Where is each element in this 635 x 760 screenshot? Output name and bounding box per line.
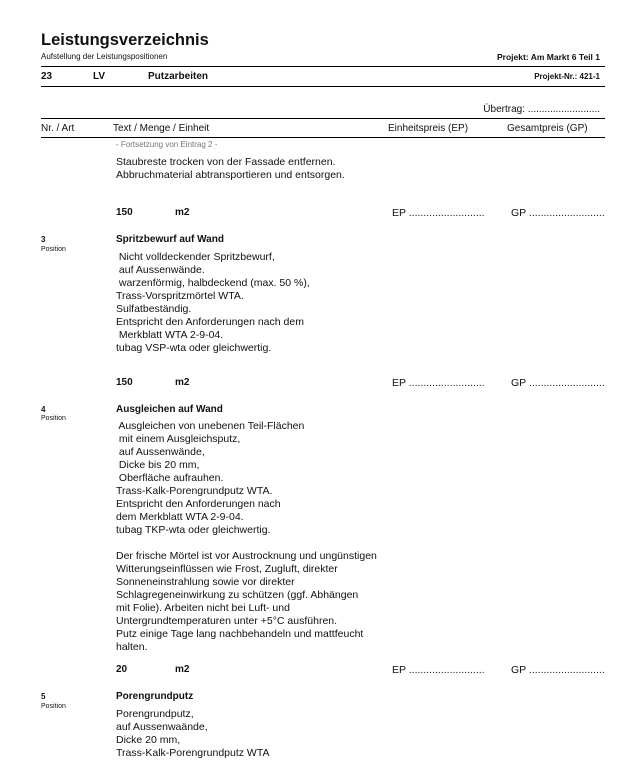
- position-kind: Position: [41, 246, 66, 253]
- position-text: Nicht volldeckender Spritzbewurf, auf Aussenwände. warzenförmig, halbdeckend (max. 50 %), Trass-Vorspritzmörtel WTA. Sulfatbeständig. Entspricht den Anforderungen nach dem Merkblatt WTA 2-9-04. tubag VSP-wta oder gleichwertig.: [116, 251, 310, 354]
- continuation-text: Staubreste trocken von der Fassade entfernen. Abbruchmaterial abtransportieren und entsorgen.: [116, 156, 345, 181]
- document-title: Leistungsverzeichnis: [41, 31, 209, 49]
- total-price-field[interactable]: GP ..........................: [511, 207, 605, 219]
- unit: m2: [175, 377, 190, 388]
- position-title: Spritzbewurf auf Wand: [116, 234, 224, 245]
- table-top-rule: [41, 118, 605, 119]
- document-subtitle: Aufstellung der Leistungspositionen: [41, 52, 168, 61]
- unit: m2: [175, 664, 190, 675]
- position-number: 5: [41, 692, 46, 701]
- unit: m2: [175, 207, 190, 218]
- project-name: Projekt: Am Markt 6 Teil 1: [497, 52, 600, 62]
- column-header-nr: Nr. / Art: [41, 123, 75, 134]
- position-kind: Position: [41, 703, 66, 710]
- table-header-rule: [41, 137, 605, 138]
- column-header-ep: Einheitspreis (EP): [388, 123, 469, 134]
- quantity: 150: [116, 207, 133, 218]
- position-text: Porengrundputz, auf Aussenwaände, Dicke 20 mm, Trass-Kalk-Porengrundputz WTA: [116, 708, 270, 759]
- column-header-text: Text / Menge / Einheit: [113, 123, 210, 134]
- total-price-field[interactable]: GP ..........................: [511, 377, 605, 389]
- section-type: LV: [93, 71, 106, 82]
- position-number: 3: [41, 235, 46, 244]
- quantity: 150: [116, 377, 133, 388]
- unit-price-field[interactable]: EP ..........................: [392, 207, 485, 219]
- continuation-note: - Fortsetzung von Eintrag 2 -: [116, 140, 218, 149]
- project-number: Projekt-Nr.: 421-1: [534, 72, 600, 81]
- position-text: Ausgleichen von unebenen Teil-Flächen mit einem Ausgleichsputz, auf Aussenwände, Dicke bis 20 mm, Oberfläche aufrauhen. Trass-Kalk-Porengrundputz WTA. Entspricht den Anforderungen nach dem Merkblatt WTA 2-9-04. tubag TKP-wta oder gleichwertig. Der frische Mörtel ist vor Austrocknung und ungünstigen Witterungseinflüssen wie Frost, Zugluft, direkter Sonneneinstrahlung sowie vor direkter Schlagregeneinwirkung zu schützen (ggf. Abhängen mit Folie). Arbeiten nicht bei Luft- und Untergrundtemperaturen unter +5°C ausführen. Putz einige Tage lang nachbehandeln und mattfeucht halten.: [116, 420, 377, 653]
- total-price-field[interactable]: GP ..........................: [511, 664, 605, 676]
- header-rule: [41, 66, 605, 67]
- position-number: 4: [41, 405, 46, 414]
- section-name: Putzarbeiten: [148, 71, 209, 82]
- section-rule: [41, 86, 605, 87]
- carryover: Übertrag: ..........................: [483, 104, 600, 115]
- quantity: 20: [116, 664, 128, 675]
- position-kind: Position: [41, 415, 66, 422]
- section-number: 23: [41, 71, 53, 82]
- unit-price-field[interactable]: EP ..........................: [392, 377, 485, 389]
- position-title: Porengrundputz: [116, 691, 194, 702]
- column-header-gp: Gesamtpreis (GP): [507, 123, 588, 134]
- unit-price-field[interactable]: EP ..........................: [392, 664, 485, 676]
- position-title: Ausgleichen auf Wand: [116, 404, 223, 415]
